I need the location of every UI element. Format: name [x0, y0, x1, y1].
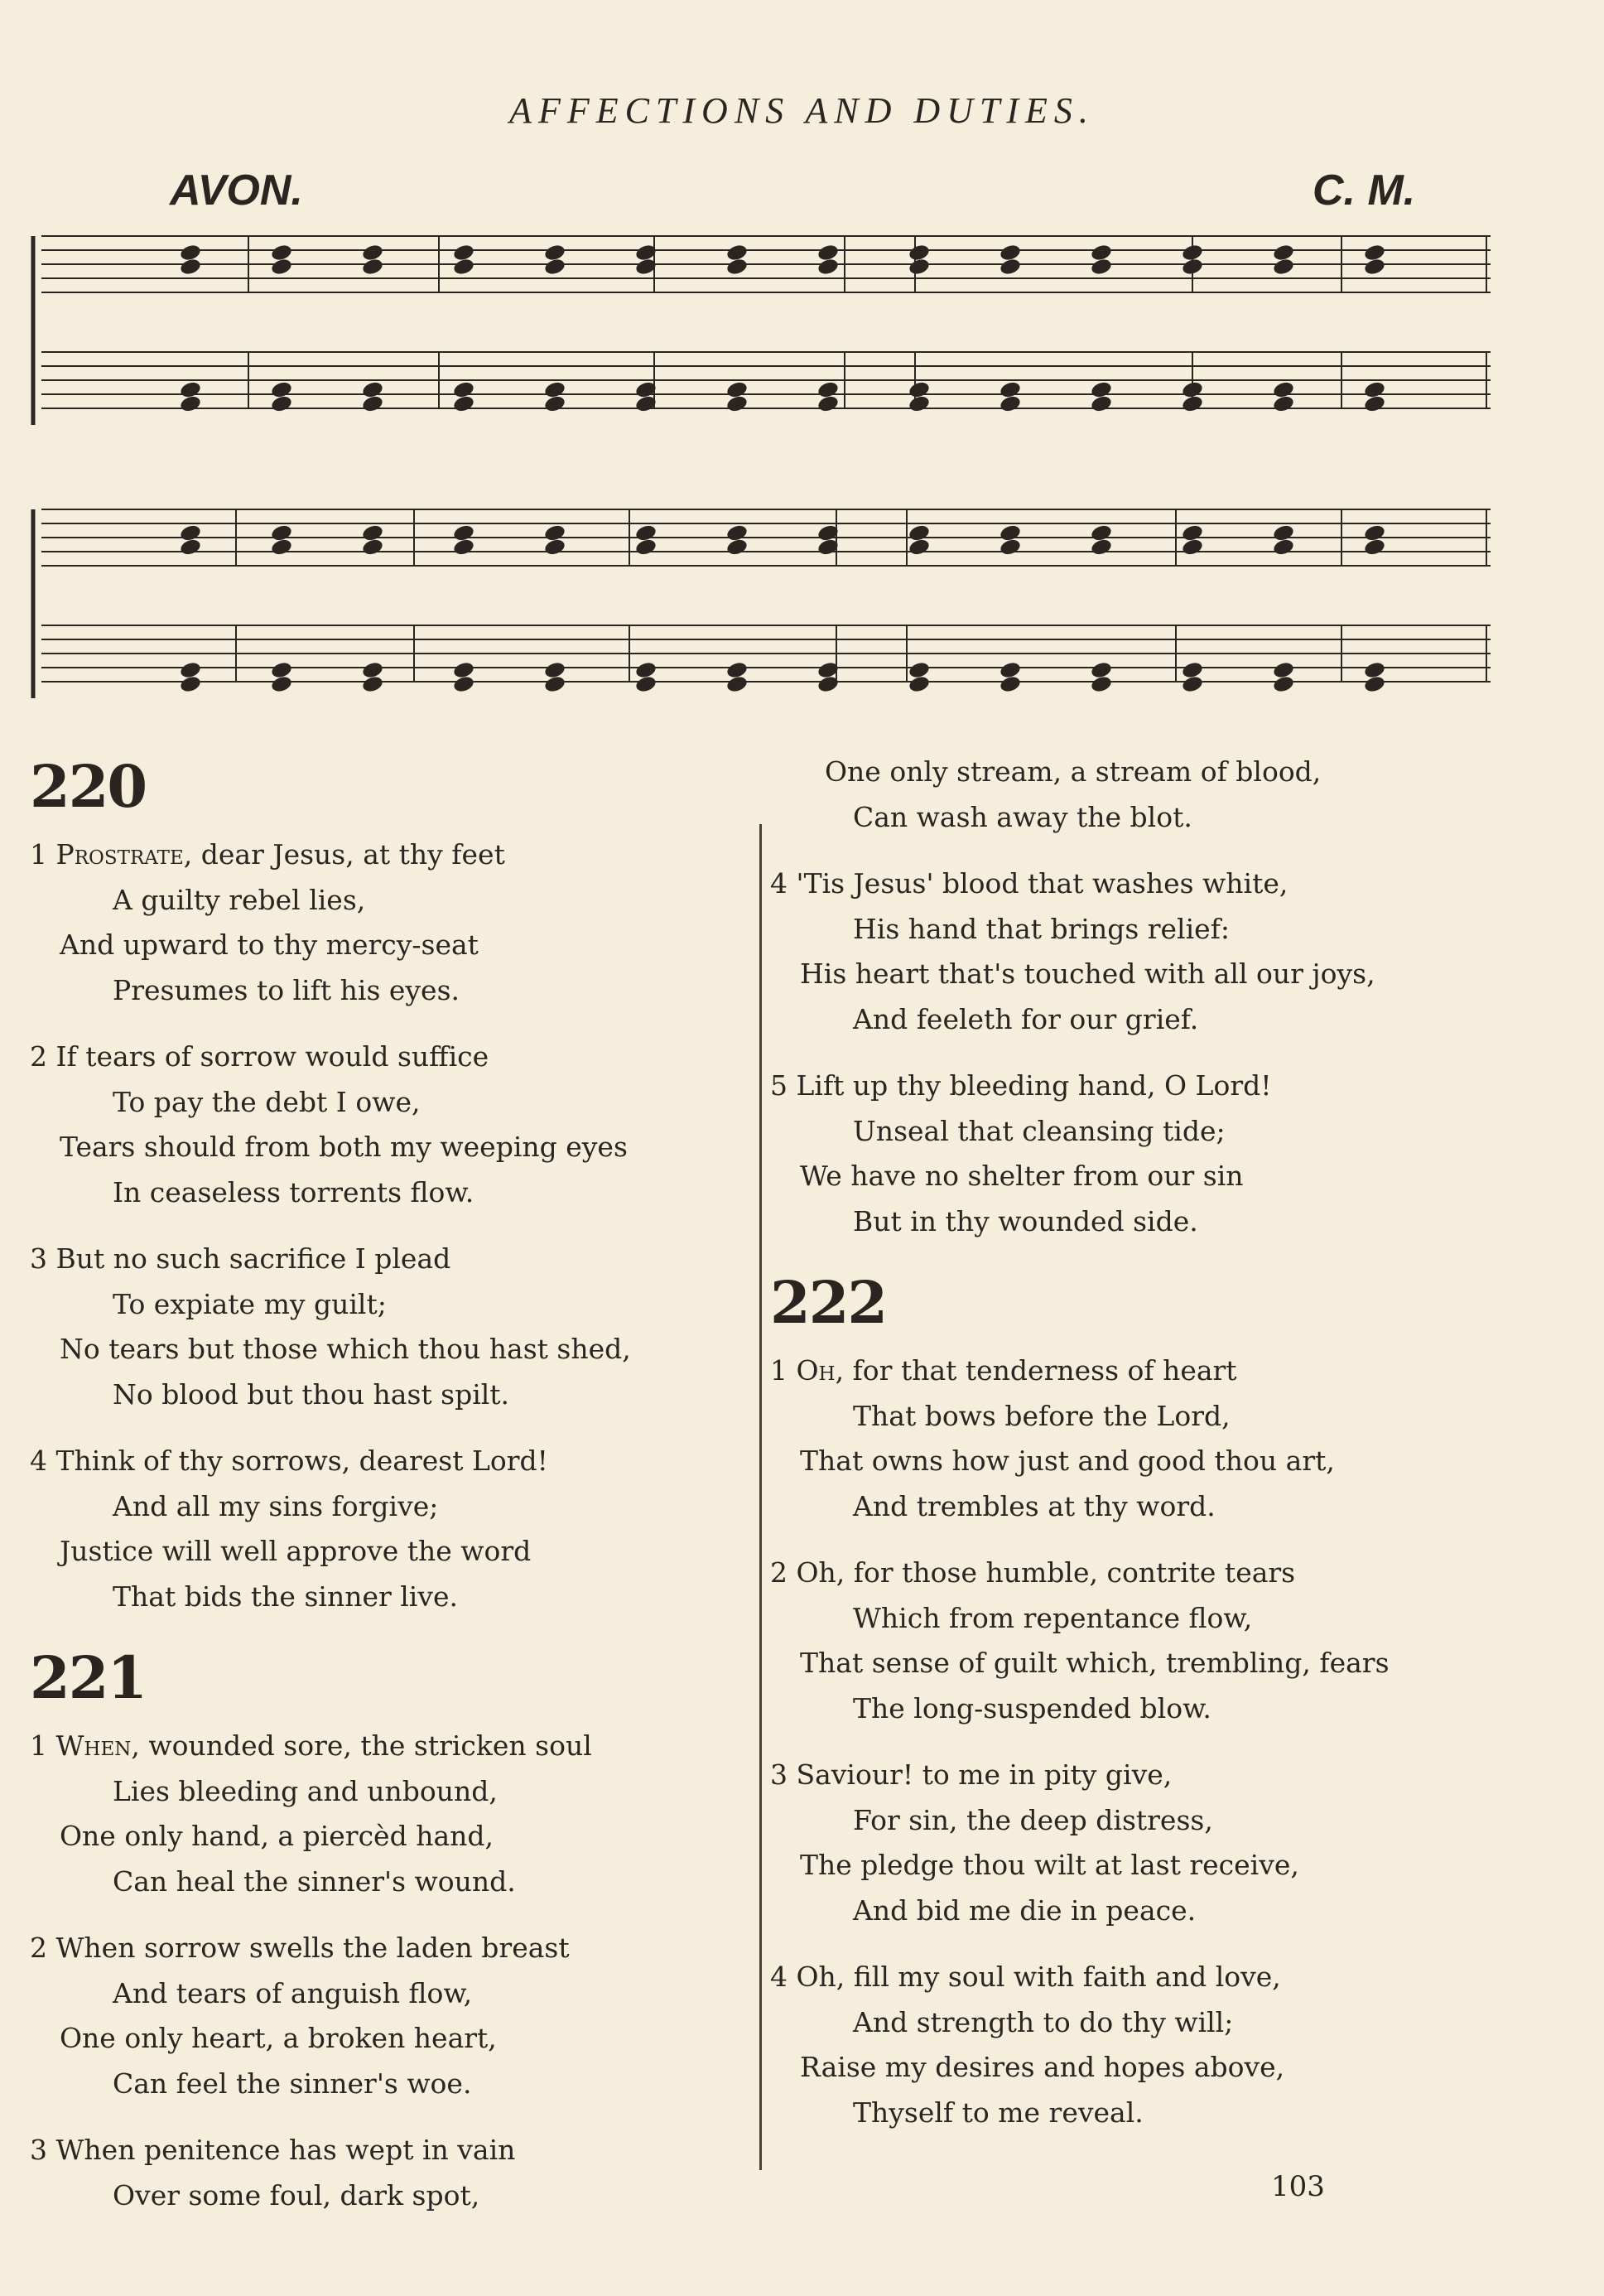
- note-head: [634, 660, 657, 679]
- stanza-line: And strength to do thy will;: [853, 2005, 1234, 2038]
- stanza-line: 2 When sorrow swells the laden breast: [30, 1932, 570, 1964]
- note-head: [270, 674, 293, 693]
- stanza-line: Thyself to me reveal.: [853, 2096, 1144, 2129]
- stanza: [30, 832, 742, 1013]
- note-head: [179, 243, 202, 262]
- stanza-line: Lies bleeding and unbound,: [113, 1774, 498, 1807]
- note-head: [1090, 674, 1113, 693]
- note-head: [361, 660, 384, 679]
- note-head: [908, 257, 931, 276]
- note-head: [1363, 394, 1386, 413]
- note-head: [999, 394, 1022, 413]
- hymn-number: 221: [30, 1643, 147, 1712]
- note-head: [543, 660, 566, 679]
- first-word: Prostrate,: [55, 838, 201, 871]
- stanza-line: And tears of anguish flow,: [113, 1976, 473, 2009]
- music-score: [25, 215, 1499, 762]
- stanza-line: We have no shelter from our sin: [800, 1160, 1244, 1192]
- note-head: [270, 257, 293, 276]
- stanza-line: One only stream, a stream of blood,: [825, 755, 1322, 788]
- note-head: [1272, 538, 1295, 557]
- note-head: [179, 538, 202, 557]
- stanza-line: 3 When penitence has wept in vain: [30, 2134, 516, 2166]
- note-head: [543, 243, 566, 262]
- stanza-line: To pay the debt I owe,: [113, 1085, 421, 1118]
- stanza-line: And upward to thy mercy-seat: [60, 929, 479, 961]
- stanza-line: 3 But no such sacrifice I plead: [30, 1242, 451, 1275]
- stanza: [770, 1753, 1515, 1933]
- stanza-line: Tears should from both my weeping eyes: [60, 1131, 628, 1163]
- note-head: [725, 394, 749, 413]
- note-head: [179, 660, 202, 679]
- stanza-line: And bid me die in peace.: [853, 1893, 1197, 1927]
- note-head: [361, 538, 384, 557]
- note-head: [543, 380, 566, 399]
- stanza-line: One only heart, a broken heart,: [60, 2022, 497, 2054]
- note-head: [1181, 674, 1204, 693]
- note-head: [452, 243, 475, 262]
- note-head: [1090, 257, 1113, 276]
- note-head: [1363, 523, 1386, 543]
- note-head: [179, 380, 202, 399]
- stanza-line: That owns how just and good thou art,: [800, 1445, 1335, 1477]
- note-head: [908, 523, 931, 543]
- stanza-line: Justice will well approve the word: [60, 1535, 532, 1567]
- note-head: [908, 538, 931, 557]
- note-head: [452, 394, 475, 413]
- note-head: [1090, 523, 1113, 543]
- right-column: [770, 750, 1515, 2157]
- stanza-line: 4 Oh, fill my soul with faith and love,: [770, 1961, 1281, 1993]
- note-head: [270, 538, 293, 557]
- stanza: [770, 1348, 1515, 1529]
- stanza-line: 1 Oh, for that tenderness of heart: [770, 1354, 1237, 1387]
- first-word: Oh,: [796, 1354, 853, 1387]
- note-head: [1272, 660, 1295, 679]
- note-head: [999, 674, 1022, 693]
- note-head: [725, 380, 749, 399]
- left-column: [30, 750, 742, 2240]
- stanza-line: Over some foul, dark spot,: [113, 2178, 480, 2212]
- stanza-line: 2 Oh, for those humble, contrite tears: [770, 1556, 1296, 1589]
- stanza: [770, 750, 1515, 840]
- stanza-line: Can feel the sinner's woe.: [113, 2067, 472, 2100]
- note-head: [1272, 674, 1295, 693]
- note-head: [179, 674, 202, 693]
- stanza: [770, 861, 1515, 1042]
- note-head: [543, 394, 566, 413]
- stanza: [30, 1439, 742, 1619]
- note-head: [1090, 660, 1113, 679]
- stanza-line: 1 When, wounded sore, the stricken soul: [30, 1729, 592, 1762]
- note-head: [1090, 243, 1113, 262]
- note-head: [999, 380, 1022, 399]
- note-head: [179, 257, 202, 276]
- note-head: [725, 257, 749, 276]
- stanza-line: For sin, the deep distress,: [853, 1803, 1213, 1836]
- stanza-line: To expiate my guilt;: [113, 1287, 387, 1320]
- stanza-line: No tears but those which thou hast shed,: [60, 1333, 631, 1365]
- note-head: [179, 523, 202, 543]
- stanza-line: 4 Think of thy sorrows, dearest Lord!: [30, 1445, 548, 1477]
- note-head: [816, 243, 840, 262]
- note-head: [1181, 538, 1204, 557]
- stanza: [30, 1724, 742, 1904]
- note-head: [270, 394, 293, 413]
- note-head: [725, 243, 749, 262]
- stanza: [30, 1926, 742, 2106]
- note-head: [999, 257, 1022, 276]
- note-head: [816, 380, 840, 399]
- note-head: [452, 538, 475, 557]
- note-head: [270, 243, 293, 262]
- note-head: [816, 394, 840, 413]
- stanza-line: His heart that's touched with all our joys,: [800, 957, 1375, 990]
- note-head: [1181, 523, 1204, 543]
- note-head: [1090, 380, 1113, 399]
- note-head: [999, 538, 1022, 557]
- stanza-line: The pledge thou wilt at last receive,: [800, 1849, 1299, 1881]
- note-head: [452, 674, 475, 693]
- page-number: 103: [1271, 2170, 1325, 2203]
- first-word: When,: [55, 1729, 149, 1762]
- stanza-line: Can heal the sinner's wound.: [113, 1864, 516, 1898]
- stanza: [770, 1064, 1515, 1244]
- stanza-line: 3 Saviour! to me in pity give,: [770, 1758, 1173, 1791]
- stanza-line: Can wash away the blot.: [853, 800, 1192, 833]
- stanza-line: 4 'Tis Jesus' blood that washes white,: [770, 867, 1288, 900]
- note-head: [361, 523, 384, 543]
- note-head: [1090, 394, 1113, 413]
- note-head: [1363, 674, 1386, 693]
- note-head: [1181, 394, 1204, 413]
- stanza-line: One only hand, a piercèd hand,: [60, 1820, 494, 1852]
- note-head: [1181, 660, 1204, 679]
- stanza-line: And feeleth for our grief.: [853, 1002, 1199, 1035]
- note-head: [725, 523, 749, 543]
- stanza-line: That bids the sinner live.: [113, 1580, 459, 1613]
- stanza-line: The long-suspended blow.: [853, 1691, 1211, 1724]
- note-head: [543, 538, 566, 557]
- note-head: [908, 660, 931, 679]
- note-head: [634, 674, 657, 693]
- note-head: [361, 257, 384, 276]
- note-head: [270, 660, 293, 679]
- note-head: [908, 674, 931, 693]
- stanza-line: In ceaseless torrents flow.: [113, 1175, 474, 1208]
- note-head: [1363, 257, 1386, 276]
- note-head: [1272, 243, 1295, 262]
- note-head: [1272, 257, 1295, 276]
- stanza-line: But in thy wounded side.: [853, 1204, 1198, 1237]
- note-head: [452, 380, 475, 399]
- note-head: [908, 394, 931, 413]
- stanza-line: 2 If tears of sorrow would suffice: [30, 1040, 489, 1073]
- note-head: [725, 538, 749, 557]
- note-head: [1181, 380, 1204, 399]
- note-head: [816, 257, 840, 276]
- note-head: [908, 380, 931, 399]
- note-head: [179, 394, 202, 413]
- note-head: [1181, 243, 1204, 262]
- stanza-line: That bows before the Lord,: [853, 1399, 1231, 1432]
- note-head: [1363, 538, 1386, 557]
- stanza-line: No blood but thou hast spilt.: [113, 1377, 510, 1411]
- note-head: [725, 674, 749, 693]
- hymn-number: 220: [30, 752, 147, 821]
- stanza: [770, 1955, 1515, 2135]
- stanza-line: Presumes to lift his eyes.: [113, 973, 460, 1006]
- tune-name: AVON.: [170, 166, 303, 215]
- note-head: [270, 523, 293, 543]
- note-head: [1272, 380, 1295, 399]
- note-head: [1090, 538, 1113, 557]
- note-head: [725, 660, 749, 679]
- stanza: [30, 2128, 742, 2218]
- note-head: [452, 257, 475, 276]
- note-head: [270, 380, 293, 399]
- stanza-line: Raise my desires and hopes above,: [800, 2051, 1285, 2083]
- note-head: [361, 243, 384, 262]
- stanza-line: His hand that brings relief:: [853, 912, 1231, 945]
- note-head: [1363, 660, 1386, 679]
- column-divider: [759, 824, 762, 2170]
- note-head: [1363, 380, 1386, 399]
- page-header: AFFECTIONS AND DUTIES.: [509, 90, 1095, 131]
- stanza-line: And all my sins forgive;: [113, 1489, 439, 1522]
- note-head: [999, 243, 1022, 262]
- note-head: [999, 523, 1022, 543]
- note-head: [634, 538, 657, 557]
- note-head: [361, 394, 384, 413]
- note-head: [1272, 523, 1295, 543]
- note-head: [1272, 394, 1295, 413]
- tune-meter: C. M.: [1313, 166, 1416, 215]
- stanza-line: A guilty rebel lies,: [113, 883, 366, 916]
- stanza: [30, 1237, 742, 1417]
- note-head: [908, 243, 931, 262]
- note-head: [999, 660, 1022, 679]
- note-head: [543, 523, 566, 543]
- hymn-number: 222: [770, 1268, 887, 1337]
- stanza: [770, 1551, 1515, 1731]
- note-head: [543, 674, 566, 693]
- note-head: [452, 523, 475, 543]
- note-head: [1363, 243, 1386, 262]
- stanza: [30, 1035, 742, 1215]
- note-head: [1181, 257, 1204, 276]
- stanza-line: Which from repentance flow,: [853, 1601, 1253, 1634]
- note-head: [361, 380, 384, 399]
- stanza-line: That sense of guilt which, trembling, fears: [800, 1647, 1390, 1679]
- stanza-line: 1 Prostrate, dear Jesus, at thy feet: [30, 838, 505, 871]
- stanza-line: 5 Lift up thy bleeding hand, O Lord!: [770, 1069, 1272, 1102]
- note-head: [361, 674, 384, 693]
- stanza-line: And trembles at thy word.: [853, 1489, 1216, 1522]
- stanza-line: Unseal that cleansing tide;: [853, 1114, 1226, 1147]
- note-head: [543, 257, 566, 276]
- note-head: [634, 523, 657, 543]
- note-head: [452, 660, 475, 679]
